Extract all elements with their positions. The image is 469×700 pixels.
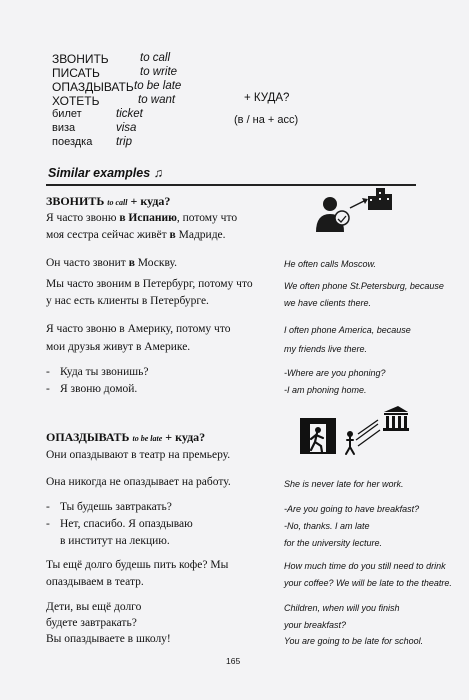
- example-ru-line: Ты ещё долго будешь пить кофе? Мы: [46, 559, 229, 571]
- example-en-line: You are going to be late for school.: [284, 636, 424, 646]
- block1-suffix: + куда?: [130, 194, 171, 208]
- vocab-en-7: trip: [116, 136, 132, 148]
- example-ru-line: Дети, вы ещё долго: [46, 601, 142, 613]
- block1-heading: [46, 194, 170, 209]
- vocab-ru-2: ПИСАТЬ: [52, 66, 100, 80]
- dialog-en-line: -I am phoning home.: [284, 385, 367, 395]
- dialog-en-line: -Where are you phoning?: [284, 368, 386, 378]
- example-en-line: Children, when will you finish: [284, 603, 400, 613]
- text-segment: Москву.: [134, 257, 177, 269]
- example-ru-line: мои друзья живут в Америке.: [46, 341, 191, 353]
- example-ru-line: будете завтракать?: [46, 617, 137, 629]
- vocab-en-6: visa: [116, 122, 137, 134]
- dialog-dash: -: [46, 501, 50, 513]
- dialog-ru-line: Я звоню домой.: [60, 383, 138, 395]
- example-en-line: we have clients there.: [284, 298, 372, 308]
- example-ru-line: Они опаздывают в театр на премьеру.: [46, 449, 231, 461]
- dialog-en-line: -No, thanks. I am late: [284, 521, 370, 531]
- phone-call-icon: [310, 184, 394, 236]
- example-ru-line: Вы опаздываете в школу!: [46, 633, 171, 645]
- example-en-line: She is never late for her work.: [284, 479, 404, 489]
- dialog-ru-line: в институт на лекцию.: [60, 535, 170, 547]
- vocab-en-2: to write: [140, 66, 178, 78]
- kuda-label: + КУДА?: [244, 92, 290, 104]
- example-ru-line: Мы часто звоним в Петербург, потому что: [46, 278, 253, 290]
- dialog-dash: -: [46, 518, 50, 530]
- text-segment: Мадриде.: [175, 229, 226, 241]
- page-number: 165: [226, 656, 241, 666]
- section-title: Similar examples ♫: [48, 166, 163, 180]
- example-ru-line: [46, 229, 226, 241]
- vocab-ru-5: билет: [52, 108, 82, 120]
- example-en-line: How much time do you still need to drink: [284, 561, 446, 571]
- example-en-line: my friends live there.: [284, 344, 368, 354]
- dialog-en-line: -Are you going to have breakfast?: [284, 504, 420, 514]
- example-ru-line: опаздываем в театр.: [46, 576, 144, 588]
- dialog-en-line: for the university lecture.: [284, 538, 383, 548]
- block1-verb: ЗВОНИТЬ: [46, 194, 105, 208]
- vocab-ru-7: поездка: [52, 136, 93, 148]
- dialog-ru-line: Ты будешь завтракать?: [60, 501, 172, 513]
- text-segment: моя сестра сейчас живёт: [46, 229, 170, 241]
- dialog-dash: -: [46, 366, 50, 378]
- text-segment: Я часто звоню: [46, 212, 120, 224]
- kuda-case-label: (в / на + acc): [234, 114, 299, 126]
- vocab-ru-4: ХОТЕТЬ: [52, 94, 100, 108]
- block2-suffix: + куда?: [165, 430, 206, 444]
- text-segment-bold: в: [128, 257, 135, 269]
- example-ru-line: Она никогда не опаздывает на работу.: [46, 476, 231, 488]
- example-ru-line: [46, 257, 177, 269]
- dialog-dash: -: [46, 383, 50, 395]
- vocab-en-1: to call: [140, 52, 171, 64]
- block1-verb-en: to call: [107, 198, 128, 207]
- vocab-en-3: to be late: [134, 80, 182, 92]
- vocab-ru-1: ЗВОНИТЬ: [52, 52, 109, 66]
- example-ru-line: Я часто звоню в Америку, потому что: [46, 323, 231, 335]
- dialog-ru-line: Куда ты звонишь?: [60, 366, 149, 378]
- example-ru-line: [46, 212, 237, 224]
- example-ru-line: у нас есть клиенты в Петербурге.: [46, 295, 209, 307]
- vocab-en-5: ticket: [116, 108, 143, 120]
- example-en-line: He often calls Moscow.: [284, 259, 377, 269]
- block2-verb: ОПАЗДЫВАТЬ: [46, 430, 130, 444]
- vocab-ru-3: ОПАЗДЫВАТЬ: [52, 80, 134, 94]
- text-segment: , потому что: [176, 212, 238, 224]
- block2-verb-en: to be late: [132, 434, 163, 443]
- vocab-en-4: to want: [138, 94, 176, 106]
- text-segment-bold: в: [169, 229, 176, 241]
- text-segment: Он часто звонит: [46, 257, 129, 269]
- text-segment-bold: в Испанию: [119, 212, 177, 224]
- block2-heading: [46, 430, 205, 445]
- vocab-ru-6: виза: [52, 122, 76, 134]
- example-en-line: I often phone America, because: [284, 325, 411, 335]
- dialog-ru-line: Нет, спасибо. Я опаздываю: [60, 518, 193, 530]
- example-en-line: your breakfast?: [284, 620, 347, 630]
- example-en-line: your coffee? We will be late to the theatre.: [284, 578, 452, 588]
- example-en-line: We often phone St.Petersburg, because: [284, 281, 444, 291]
- late-exit-icon: [298, 404, 410, 458]
